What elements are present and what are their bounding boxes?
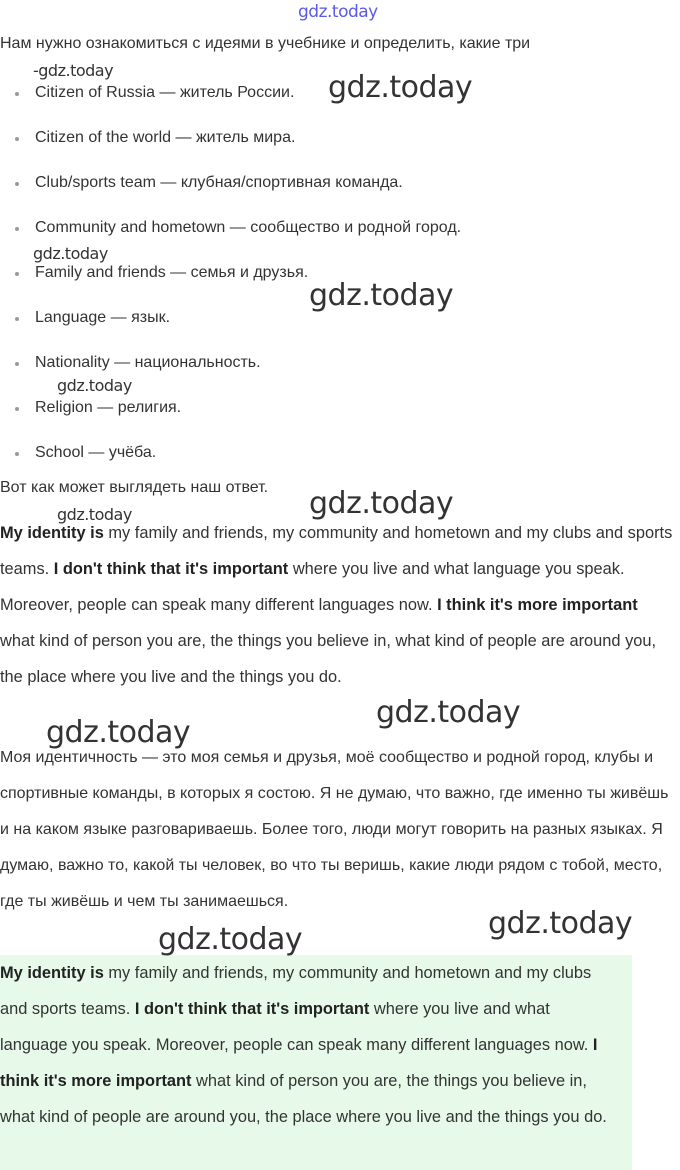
bullet-icon <box>15 272 19 276</box>
bullet-icon <box>15 407 19 411</box>
bullet-icon <box>15 317 19 321</box>
bullet-icon <box>15 92 19 96</box>
bullet-icon <box>15 137 19 141</box>
watermark: gdz.today <box>158 922 303 957</box>
answer-text-1: my family and friends, my community and hometown and my clubs and sports teams. <box>0 524 673 578</box>
bullet-icon <box>15 227 19 231</box>
answer-bold-2: I don't think that it's important <box>134 1000 370 1018</box>
bullet-icon <box>15 182 19 186</box>
watermark: gdz.today <box>57 505 132 524</box>
intro-text: Нам нужно ознакомиться с идеями в учебнике и определить, какие три <box>0 35 531 52</box>
watermark: gdz.today <box>57 376 132 395</box>
watermark: gdz.today <box>309 278 454 313</box>
watermark: -gdz.today <box>33 61 114 80</box>
watermark: gdz.today <box>309 486 454 521</box>
answer-intro: Вот как может выглядеть наш ответ. <box>0 479 269 496</box>
answer-text-3: what kind of person you are, the things you believe in, what kind of people are around you, the place where you live and the things you do. <box>0 1072 607 1126</box>
answer-english-highlighted <box>0 955 620 1135</box>
answer-text-3: what kind of person you are, the things you believe in, what kind of people are around you, the place where you live and the things you do. <box>0 632 657 686</box>
watermark: gdz.today <box>488 906 633 941</box>
watermark-top: gdz.today <box>298 2 378 22</box>
answer-bold-3: I think it's more important <box>437 596 638 614</box>
bullet-icon <box>15 452 19 456</box>
watermark: gdz.today <box>33 244 108 263</box>
answer-bold-1: My identity is <box>0 964 104 982</box>
answer-english <box>0 515 676 695</box>
answer-bold-1: My identity is <box>0 524 104 542</box>
answer-russian: Моя идентичность — это моя семья и друзья, моё сообщество и родной город, клубы и спортивные команды, в которых я состою. Я не думаю, что важно, где именно ты живёшь и на каком языке разговариваешь. Более того, люди могут говорить на разных языках. Я думаю, важно то, какой ты человек, во что ты веришь, какие люди рядом с тобой, место, где ты живёшь и чем ты занимаешься. <box>0 749 669 910</box>
watermark: gdz.today <box>46 715 191 750</box>
watermark: gdz.today <box>328 70 473 105</box>
watermark: gdz.today <box>376 695 521 730</box>
bullet-icon <box>15 362 19 366</box>
answer-text-2: where you live and what language you speak. Moreover, people can speak many different languages now. <box>0 560 625 614</box>
answer-bold-3: I think it's more important <box>0 1036 598 1090</box>
answer-text-2: where you live and what language you speak. Moreover, people can speak many different languages now. <box>0 1000 593 1054</box>
answer-bold-2: I don't think that it's important <box>53 560 289 578</box>
answer-text-1: my family and friends, my community and hometown and my clubs and sports teams. <box>0 964 592 1018</box>
